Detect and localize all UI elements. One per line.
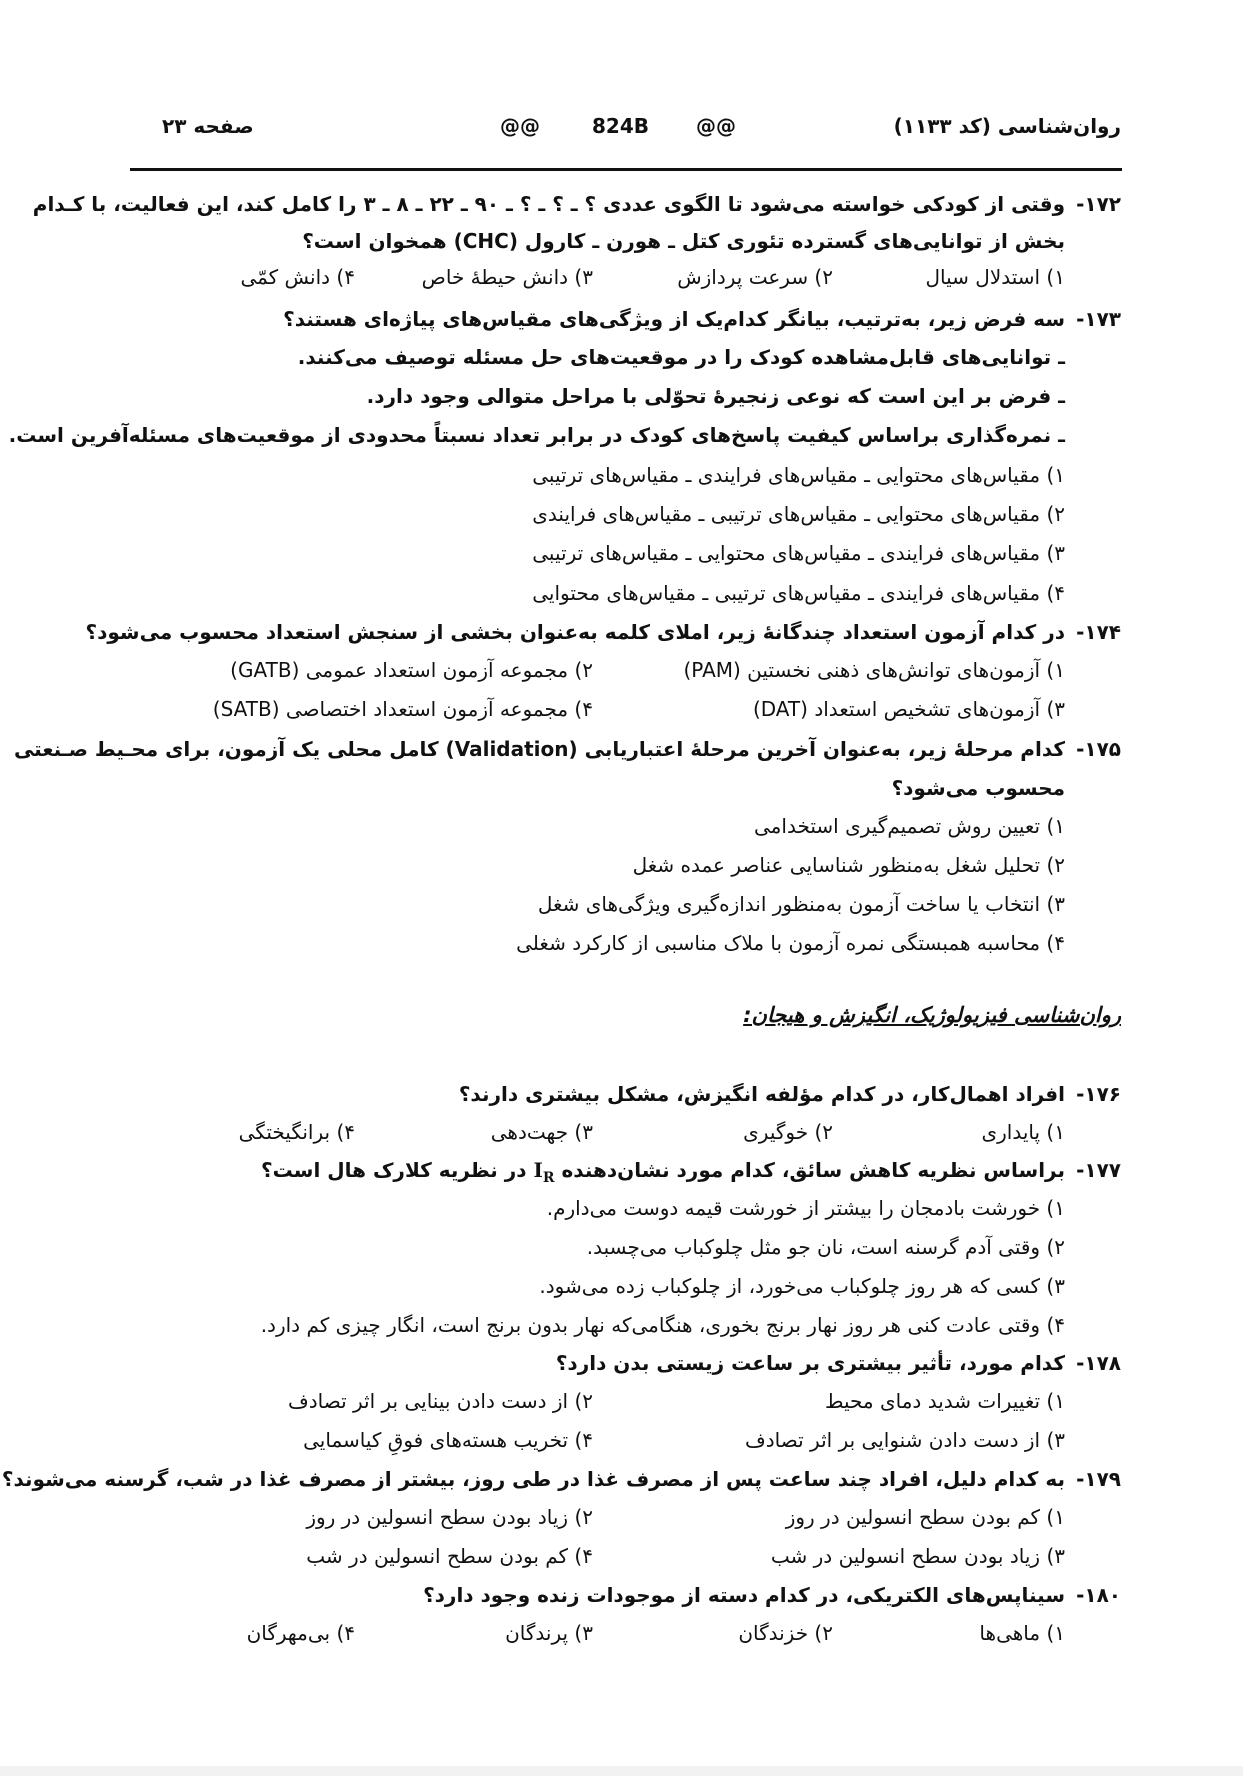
- option-1[interactable]: ۱) کم بودن سطح انسولین در روز: [785, 1505, 1065, 1529]
- page-bottom-strip: [0, 1766, 1243, 1776]
- option-1[interactable]: ۱) استدلال سیال: [925, 265, 1065, 289]
- option-4[interactable]: ۴) تخریب هسته‌های فوقِ کیاسمایی: [303, 1428, 593, 1452]
- question-number: ۱۷۹-: [1076, 1467, 1121, 1491]
- option-2[interactable]: ۲) زیاد بودن سطح انسولین در روز: [306, 1505, 593, 1529]
- question-number: ۱۷۷-: [1076, 1158, 1121, 1182]
- option-1[interactable]: ۱) ماهی‌ها: [979, 1621, 1065, 1645]
- question-text: کدام مورد، تأثیر بیشتری بر ساعت زیستی بدن دارد؟: [555, 1351, 1065, 1375]
- option-4[interactable]: ۴) محاسبه همبستگی نمره آزمون با ملاک مناسبی از کارکرد شغلی: [516, 931, 1065, 955]
- option-3[interactable]: ۳) جهت‌دهی: [490, 1120, 593, 1144]
- option-2[interactable]: ۲) خوگیری: [743, 1120, 833, 1144]
- question-number: ۱۷۵-: [1076, 737, 1121, 761]
- question-number: ۱۸۰-: [1076, 1583, 1121, 1607]
- option-4[interactable]: ۴) دانش کمّی: [240, 265, 355, 289]
- option-1[interactable]: ۱) تعیین روش تصمیم‌گیری استخدامی: [754, 814, 1065, 838]
- option-2[interactable]: ۲) وقتی آدم گرسنه است، نان جو مثل چلوکباب می‌چسبد.: [586, 1235, 1065, 1259]
- option-3[interactable]: ۳) زیاد بودن سطح انسولین در شب: [770, 1544, 1065, 1568]
- question-number: ۱۷۲-: [1076, 192, 1121, 216]
- option-2[interactable]: ۲) تحلیل شغل به‌منظور شناسایی عناصر عمده شغل: [632, 853, 1065, 877]
- option-3[interactable]: ۳) پرندگان: [505, 1621, 593, 1645]
- option-2[interactable]: ۲) مجموعه آزمون استعداد عمومی (GATB): [230, 658, 593, 682]
- option-2[interactable]: ۲) از دست دادن بینایی بر اثر تصادف: [288, 1389, 593, 1413]
- question-text: وقتی از کودکی خواسته می‌شود تا الگوی عددی ؟ ـ ؟ ـ ؟ ـ ۹۰ ـ ۲۲ ـ ۸ ـ ۳ را کامل کند، این فعالیت، با کـدام: [32, 192, 1065, 216]
- question-number: ۱۷۴-: [1076, 620, 1121, 644]
- option-4[interactable]: ۴) بی‌مهرگان: [246, 1621, 355, 1645]
- header-divider: [130, 168, 1122, 171]
- option-4[interactable]: ۴) وقتی عادت کنی هر روز نهار برنج بخوری، هنگامی‌که نهار بدون برنج است، انگار چیزی کم دارد.: [260, 1313, 1065, 1337]
- header-code: 824B: [592, 114, 649, 138]
- option-2[interactable]: ۲) مقیاس‌های محتوایی ـ مقیاس‌های ترتیبی ـ مقیاس‌های فرایندی: [532, 502, 1065, 526]
- header-mark-left: @@: [500, 114, 540, 138]
- option-1[interactable]: ۱) خورشت بادمجان را بیشتر از خورشت قیمه دوست می‌دارم.: [546, 1196, 1065, 1220]
- question-text: سه فرض زیر، به‌ترتیب، بیانگر کدام‌یک از ویژگی‌های مقیاس‌های پیاژه‌ای هستند؟: [283, 307, 1065, 331]
- header-page-number: صفحه ۲۳: [162, 114, 254, 138]
- ir-symbol: $I_R$: [533, 1158, 555, 1186]
- premise-text: ـ نمره‌گذاری براساس کیفیت پاسخ‌های کودک در برابر تعداد نسبتاً محدودی از موقعیت‌های مسئله‌آفرین است.: [8, 423, 1065, 447]
- question-text: افراد اهمال‌کار، در کدام مؤلفه انگیزش، مشکل بیشتری دارند؟: [458, 1082, 1065, 1106]
- option-3[interactable]: ۳) مقیاس‌های فرایندی ـ مقیاس‌های محتوایی ـ مقیاس‌های ترتیبی: [532, 541, 1065, 565]
- question-text: به کدام دلیل، افراد چند ساعت پس از مصرف غذا در طی روز، بیشتر از مصرف غذا در شب، گرسنه می‌شوند؟: [1, 1467, 1065, 1491]
- option-4[interactable]: ۴) مقیاس‌های فرایندی ـ مقیاس‌های ترتیبی ـ مقیاس‌های محتوایی: [532, 581, 1065, 605]
- option-4[interactable]: ۴) کم بودن سطح انسولین در شب: [306, 1544, 593, 1568]
- header-mark-right: @@: [696, 114, 736, 138]
- question-text: [261, 1156, 1065, 1192]
- question-number: ۱۷۳-: [1076, 307, 1121, 331]
- question-text: محسوب می‌شود؟: [891, 776, 1065, 800]
- question-text: بخش از توانایی‌های گسترده تئوری کتل ـ هورن ـ کارول (CHC) همخوان است؟: [302, 229, 1065, 253]
- header-subject: روان‌شناسی (کد ۱۱۳۳): [893, 114, 1121, 138]
- option-3[interactable]: ۳) انتخاب یا ساخت آزمون به‌منظور اندازه‌گیری ویژگی‌های شغل: [537, 892, 1065, 916]
- premise-text: ـ توانایی‌های قابل‌مشاهده کودک را در موقعیت‌های حل مسئله توصیف می‌کنند.: [297, 345, 1065, 369]
- question-text: در کدام آزمون استعداد چندگانهٔ زیر، املای کلمه به‌عنوان بخشی از سنجش استعداد محسوب می‌شود؟: [85, 620, 1065, 644]
- premise-text: ـ فرض بر این است که نوعی زنجیرهٔ تحوّلی با مراحل متوالی وجود دارد.: [366, 384, 1065, 408]
- question-text: کدام مرحلهٔ زیر، به‌عنوان آخرین مرحلهٔ اعتباریابی (Validation) کامل محلی یک آزمون، برای محـیط صـنعتی: [13, 737, 1065, 761]
- option-1[interactable]: ۱) تغییرات شدید دمای محیط: [824, 1389, 1065, 1413]
- question-text-part: براساس نظریه کاهش سائق، کدام مورد نشان‌دهنده: [561, 1158, 1065, 1182]
- option-1[interactable]: ۱) پایداری: [981, 1120, 1065, 1144]
- question-number: ۱۷۸-: [1076, 1351, 1121, 1375]
- option-1[interactable]: ۱) مقیاس‌های محتوایی ـ مقیاس‌های فرایندی ـ مقیاس‌های ترتیبی: [532, 463, 1065, 487]
- question-text: سیناپس‌های الکتریکی، در کدام دسته از موجودات زنده وجود دارد؟: [423, 1583, 1065, 1607]
- question-text-part: در نظریه کلارک هال است؟: [261, 1158, 527, 1182]
- question-number: ۱۷۶-: [1076, 1082, 1121, 1106]
- option-4[interactable]: ۴) برانگیختگی: [238, 1120, 355, 1144]
- option-3[interactable]: ۳) آزمون‌های تشخیص استعداد (DAT): [752, 697, 1065, 721]
- option-3[interactable]: ۳) دانش حیطهٔ خاص: [421, 265, 593, 289]
- option-4[interactable]: ۴) مجموعه آزمون استعداد اختصاصی (SATB): [212, 697, 593, 721]
- option-1[interactable]: ۱) آزمون‌های توانش‌های ذهنی نخستین (PAM): [683, 658, 1065, 682]
- option-2[interactable]: ۲) خزندگان: [738, 1621, 833, 1645]
- option-3[interactable]: ۳) کسی که هر روز چلوکباب می‌خورد، از چلوکباب زده می‌شود.: [539, 1274, 1065, 1298]
- option-2[interactable]: ۲) سرعت پردازش: [677, 265, 833, 289]
- option-3[interactable]: ۳) از دست دادن شنوایی بر اثر تصادف: [745, 1428, 1065, 1452]
- section-title: روان‌شناسی فیزیولوژیک، انگیزش و هیجان:: [743, 1003, 1121, 1027]
